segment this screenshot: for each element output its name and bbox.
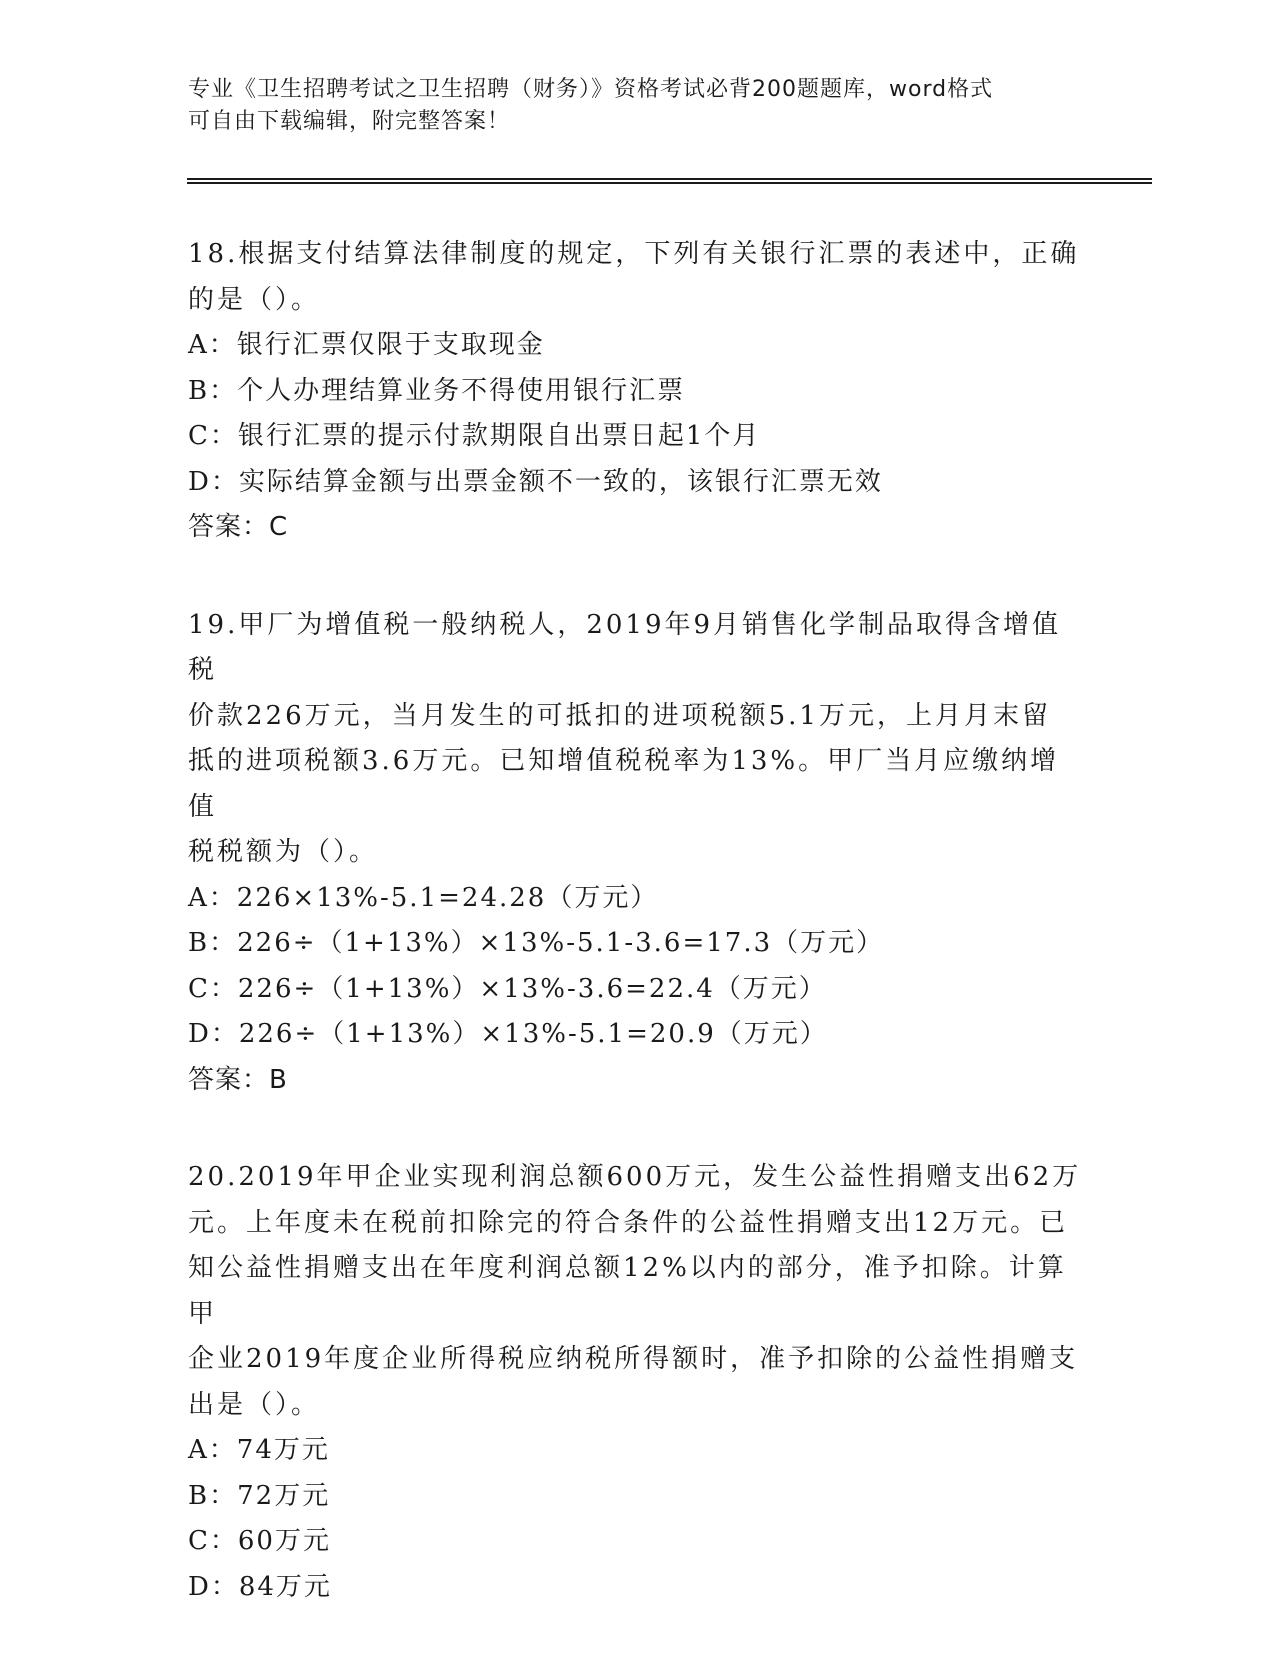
option-d: D：226÷（1+13%）×13%-5.1=20.9（万元）: [188, 1019, 828, 1049]
question-stem: [188, 603, 1088, 876]
option-b: B：72万元: [188, 1480, 331, 1511]
header-title-line-1: 专业《卫生招聘考试之卫生招聘（财务）》资格考试必背200题题库，word格式: [188, 77, 994, 102]
document-header: [188, 74, 1068, 138]
option-b: B：个人办理结算业务不得使用银行汇票: [188, 375, 686, 406]
stem-line: 税税额为（）。: [188, 837, 379, 867]
stem-line: 18.根据支付结算法律制度的规定，下列有关银行汇票的表述中，正确: [188, 239, 1080, 269]
option-c: C：226÷（1+13%）×13%-3.6=22.4（万元）: [188, 973, 827, 1004]
question-18: [188, 232, 1088, 551]
option-d: D：84万元: [188, 1571, 332, 1602]
answer-line: 答案：C: [188, 512, 289, 542]
option-d: D：实际结算金额与出票金额不一致的，该银行汇票无效: [188, 466, 883, 497]
answer-line: 答案：B: [188, 1064, 288, 1095]
option-a: A：74万元: [188, 1435, 330, 1465]
question-list: [188, 232, 1088, 1662]
stem-line: 价款226万元，当月发生的可抵扣的进项税额5.1万元，上月月末留: [188, 700, 1051, 731]
stem-line: 抵的进项税额3.6万元。已知增值税税率为13%。甲厂当月应缴纳增值: [188, 746, 1060, 822]
question-19: [188, 603, 1088, 1104]
option-a: A：银行汇票仅限于支取现金: [188, 330, 545, 360]
option-a: A：226×13%-5.1=24.28（万元）: [188, 882, 659, 913]
stem-line: 的是（）。: [188, 284, 321, 315]
header-title-line-2: 可自由下载编辑，附完整答案！: [188, 109, 511, 134]
stem-line: 企业2019年度企业所得税应纳税所得额时，准予扣除的公益性捐赠支: [188, 1344, 1079, 1374]
option-c: C：60万元: [188, 1526, 331, 1556]
question-stem: [188, 1155, 1088, 1428]
option-b: B：226÷（1+13%）×13%-5.1-3.6=17.3（万元）: [188, 928, 885, 958]
stem-line: 20.2019年甲企业实现利润总额600万元，发生公益性捐赠支出62万: [188, 1162, 1082, 1192]
stem-line: 19.甲厂为增值税一般纳税人，2019年9月销售化学制品取得含增值税: [188, 609, 1062, 685]
option-c: C：银行汇票的提示付款期限自出票日起1个月: [188, 421, 761, 451]
header-double-rule: [187, 178, 1152, 184]
stem-line: 元。上年度未在税前扣除完的符合条件的公益性捐赠支出12万元。已: [188, 1207, 1069, 1238]
stem-line: 知公益性捐赠支出在年度利润总额12%以内的部分，准予扣除。计算甲: [188, 1253, 1067, 1329]
stem-line: 出是（）。: [188, 1389, 321, 1420]
question-stem: [188, 232, 1088, 323]
question-20: [188, 1155, 1088, 1610]
